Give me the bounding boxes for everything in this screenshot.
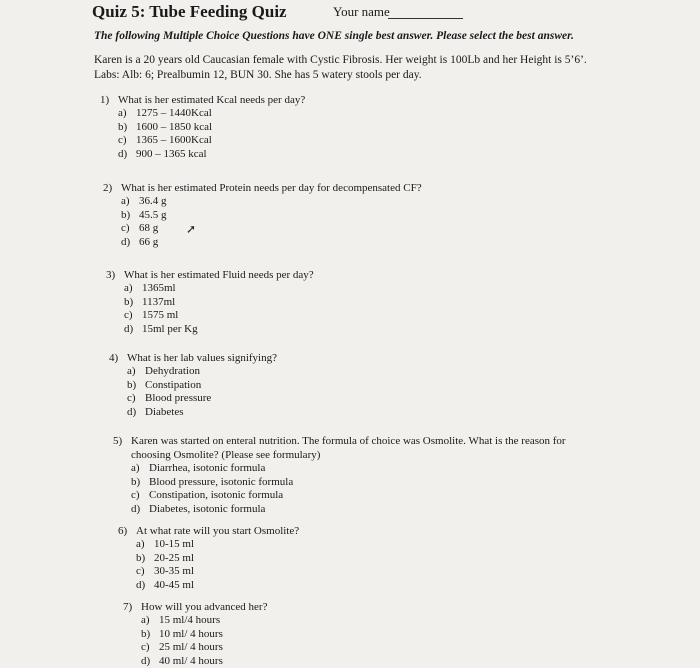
answer-option[interactable]: c) Constipation, isotonic formula — [131, 489, 284, 502]
question-number: 7) — [123, 601, 133, 613]
question-5 — [113, 434, 598, 516]
answer-option[interactable]: b) 1600 – 1850 kcal — [118, 120, 213, 133]
instructions: The following Multiple Choice Questions have ONE single best answer. Please select the best answer. — [94, 30, 574, 42]
answer-option[interactable]: d) 15ml per Kg — [124, 322, 198, 335]
scenario-text: Karen is a 20 years old Caucasian female with Cystic Fibrosis. Her weight is 100Lb and her Height is 5’6’. Labs: Alb: 6; Prealbumin 12, BUN 30. She has 5 watery stools per day. — [94, 54, 587, 81]
question-text: What is her estimated Fluid needs per day? — [124, 269, 314, 281]
answer-option[interactable]: a) 15 ml/4 hours — [141, 614, 221, 626]
question-number: 1) — [100, 94, 110, 106]
question-text: Karen was started on enteral nutrition. The formula of choice was Osmolite. What is the reason for choosing Osmolite? (Please see formulary) — [131, 435, 566, 461]
answer-option[interactable]: d) 40 ml/ 4 hours — [141, 654, 223, 667]
answer-option[interactable]: d) Diabetes, isotonic formula — [131, 502, 266, 515]
name-label: Your name — [333, 4, 390, 19]
answer-option[interactable]: b) 1137ml — [124, 295, 176, 308]
answer-option[interactable]: a) 1275 – 1440Kcal — [118, 107, 212, 119]
question-7 — [123, 600, 573, 668]
question-text: What is her estimated Kcal needs per day? — [118, 94, 306, 106]
answer-option[interactable]: d) 66 g — [121, 235, 159, 248]
question-3 — [106, 268, 606, 336]
answer-option[interactable]: a) 10-15 ml — [136, 538, 195, 550]
answer-option[interactable]: c) 68 g — [121, 222, 159, 235]
answer-option[interactable]: b) 10 ml/ 4 hours — [141, 627, 223, 640]
answer-option[interactable]: b) 45.5 g — [121, 208, 167, 221]
question-text: What is her lab values signifying? — [127, 352, 277, 364]
answer-option[interactable]: a) 36.4 g — [121, 195, 167, 207]
question-number: 5) — [113, 435, 123, 447]
page-title: Quiz 5: Tube Feeding Quiz — [92, 2, 287, 21]
question-1 — [100, 93, 600, 161]
question-2 — [103, 181, 603, 249]
answer-option[interactable]: c) 30-35 ml — [136, 565, 195, 578]
answer-option[interactable]: c) 1575 ml — [124, 309, 179, 322]
mouse-cursor-icon: ➚ — [186, 222, 197, 236]
question-text: At what rate will you start Osmolite? — [136, 525, 300, 537]
answer-option[interactable]: d) 40-45 ml — [136, 578, 195, 591]
answer-option[interactable]: a) Diarrhea, isotonic formula — [131, 462, 266, 474]
question-6 — [118, 524, 568, 592]
question-number: 4) — [109, 352, 119, 364]
question-number: 6) — [118, 525, 128, 537]
answer-option[interactable]: c) Blood pressure — [127, 392, 212, 405]
name-blank-line — [388, 18, 463, 19]
answer-option[interactable]: c) 1365 – 1600Kcal — [118, 134, 212, 147]
question-text: How will you advanced her? — [141, 601, 268, 613]
answer-option[interactable]: d) Diabetes — [127, 405, 184, 418]
answer-option[interactable]: b) Blood pressure, isotonic formula — [131, 475, 294, 488]
question-number: 2) — [103, 182, 113, 194]
answer-option[interactable]: b) Constipation — [127, 378, 202, 391]
answer-option[interactable]: a) Dehydration — [127, 365, 200, 377]
answer-option[interactable]: c) 25 ml/ 4 hours — [141, 641, 223, 654]
question-number: 3) — [106, 269, 116, 281]
answer-option[interactable]: a) 1365ml — [124, 282, 176, 294]
question-text: What is her estimated Protein needs per day for decompensated CF? — [121, 182, 422, 194]
answer-option[interactable]: d) 900 – 1365 kcal — [118, 147, 207, 160]
question-4 — [109, 351, 609, 419]
answer-option[interactable]: b) 20-25 ml — [136, 551, 195, 564]
